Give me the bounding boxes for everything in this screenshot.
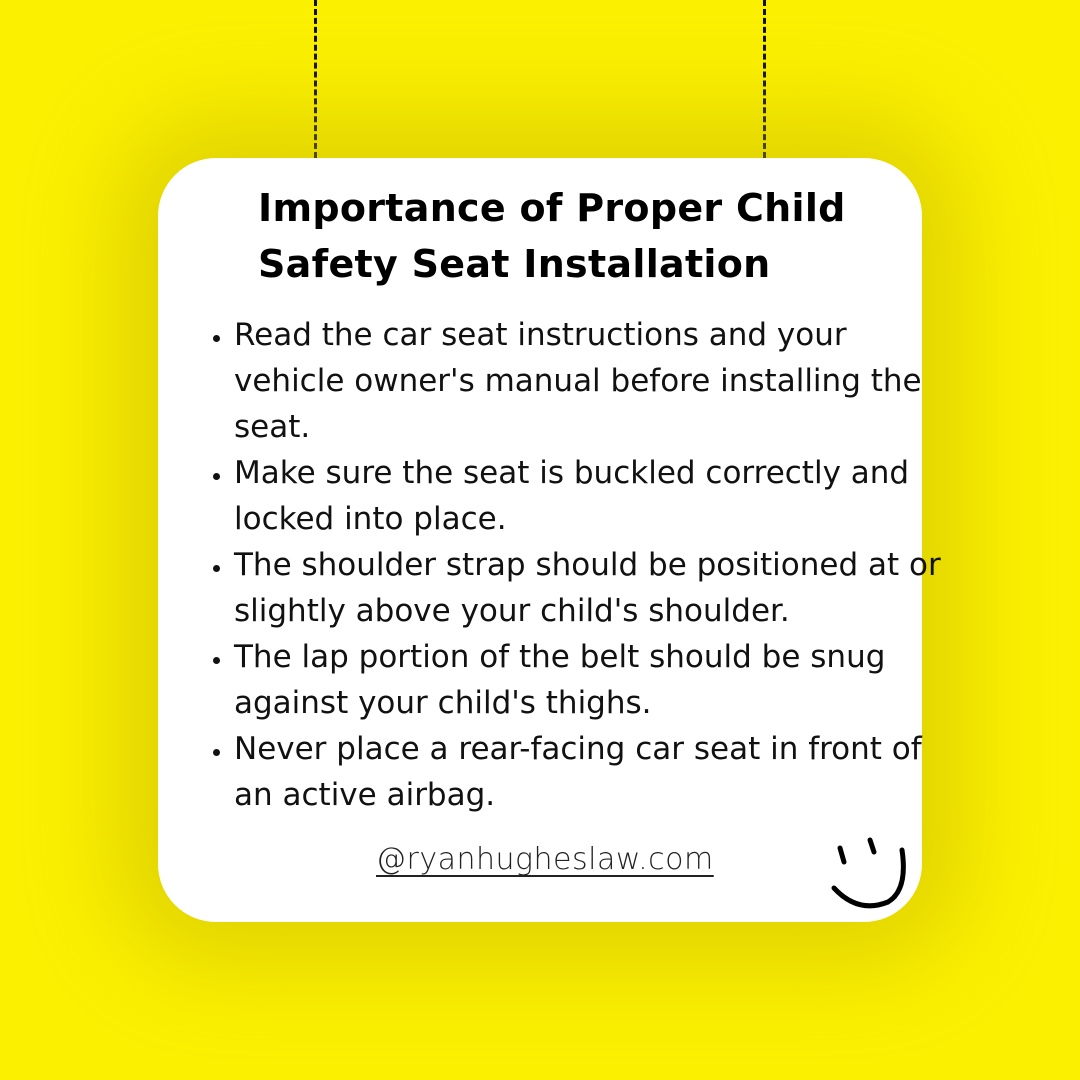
website-link[interactable]: @ryanhugheslaw.com xyxy=(376,842,714,877)
info-card xyxy=(158,158,941,922)
card-title: Importance of Proper Child Safety Seat Installation xyxy=(258,186,846,286)
tips-list xyxy=(206,312,954,818)
hanging-string-left xyxy=(314,0,317,158)
smiley-face-icon xyxy=(828,834,918,914)
list-item: • The lap portion of the belt should be snug against your child's thighs. xyxy=(234,634,954,726)
list-item: • Never place a rear-facing car seat in front of an active airbag. xyxy=(234,726,954,818)
list-item: • Read the car seat instructions and your vehicle owner's manual before installing the seat. xyxy=(234,312,954,450)
hanging-string-right xyxy=(763,0,766,158)
list-item: • The shoulder strap should be positioned at or slightly above your child's shoulder. xyxy=(234,542,954,634)
list-item: • Make sure the seat is buckled correctly and locked into place. xyxy=(234,450,954,542)
